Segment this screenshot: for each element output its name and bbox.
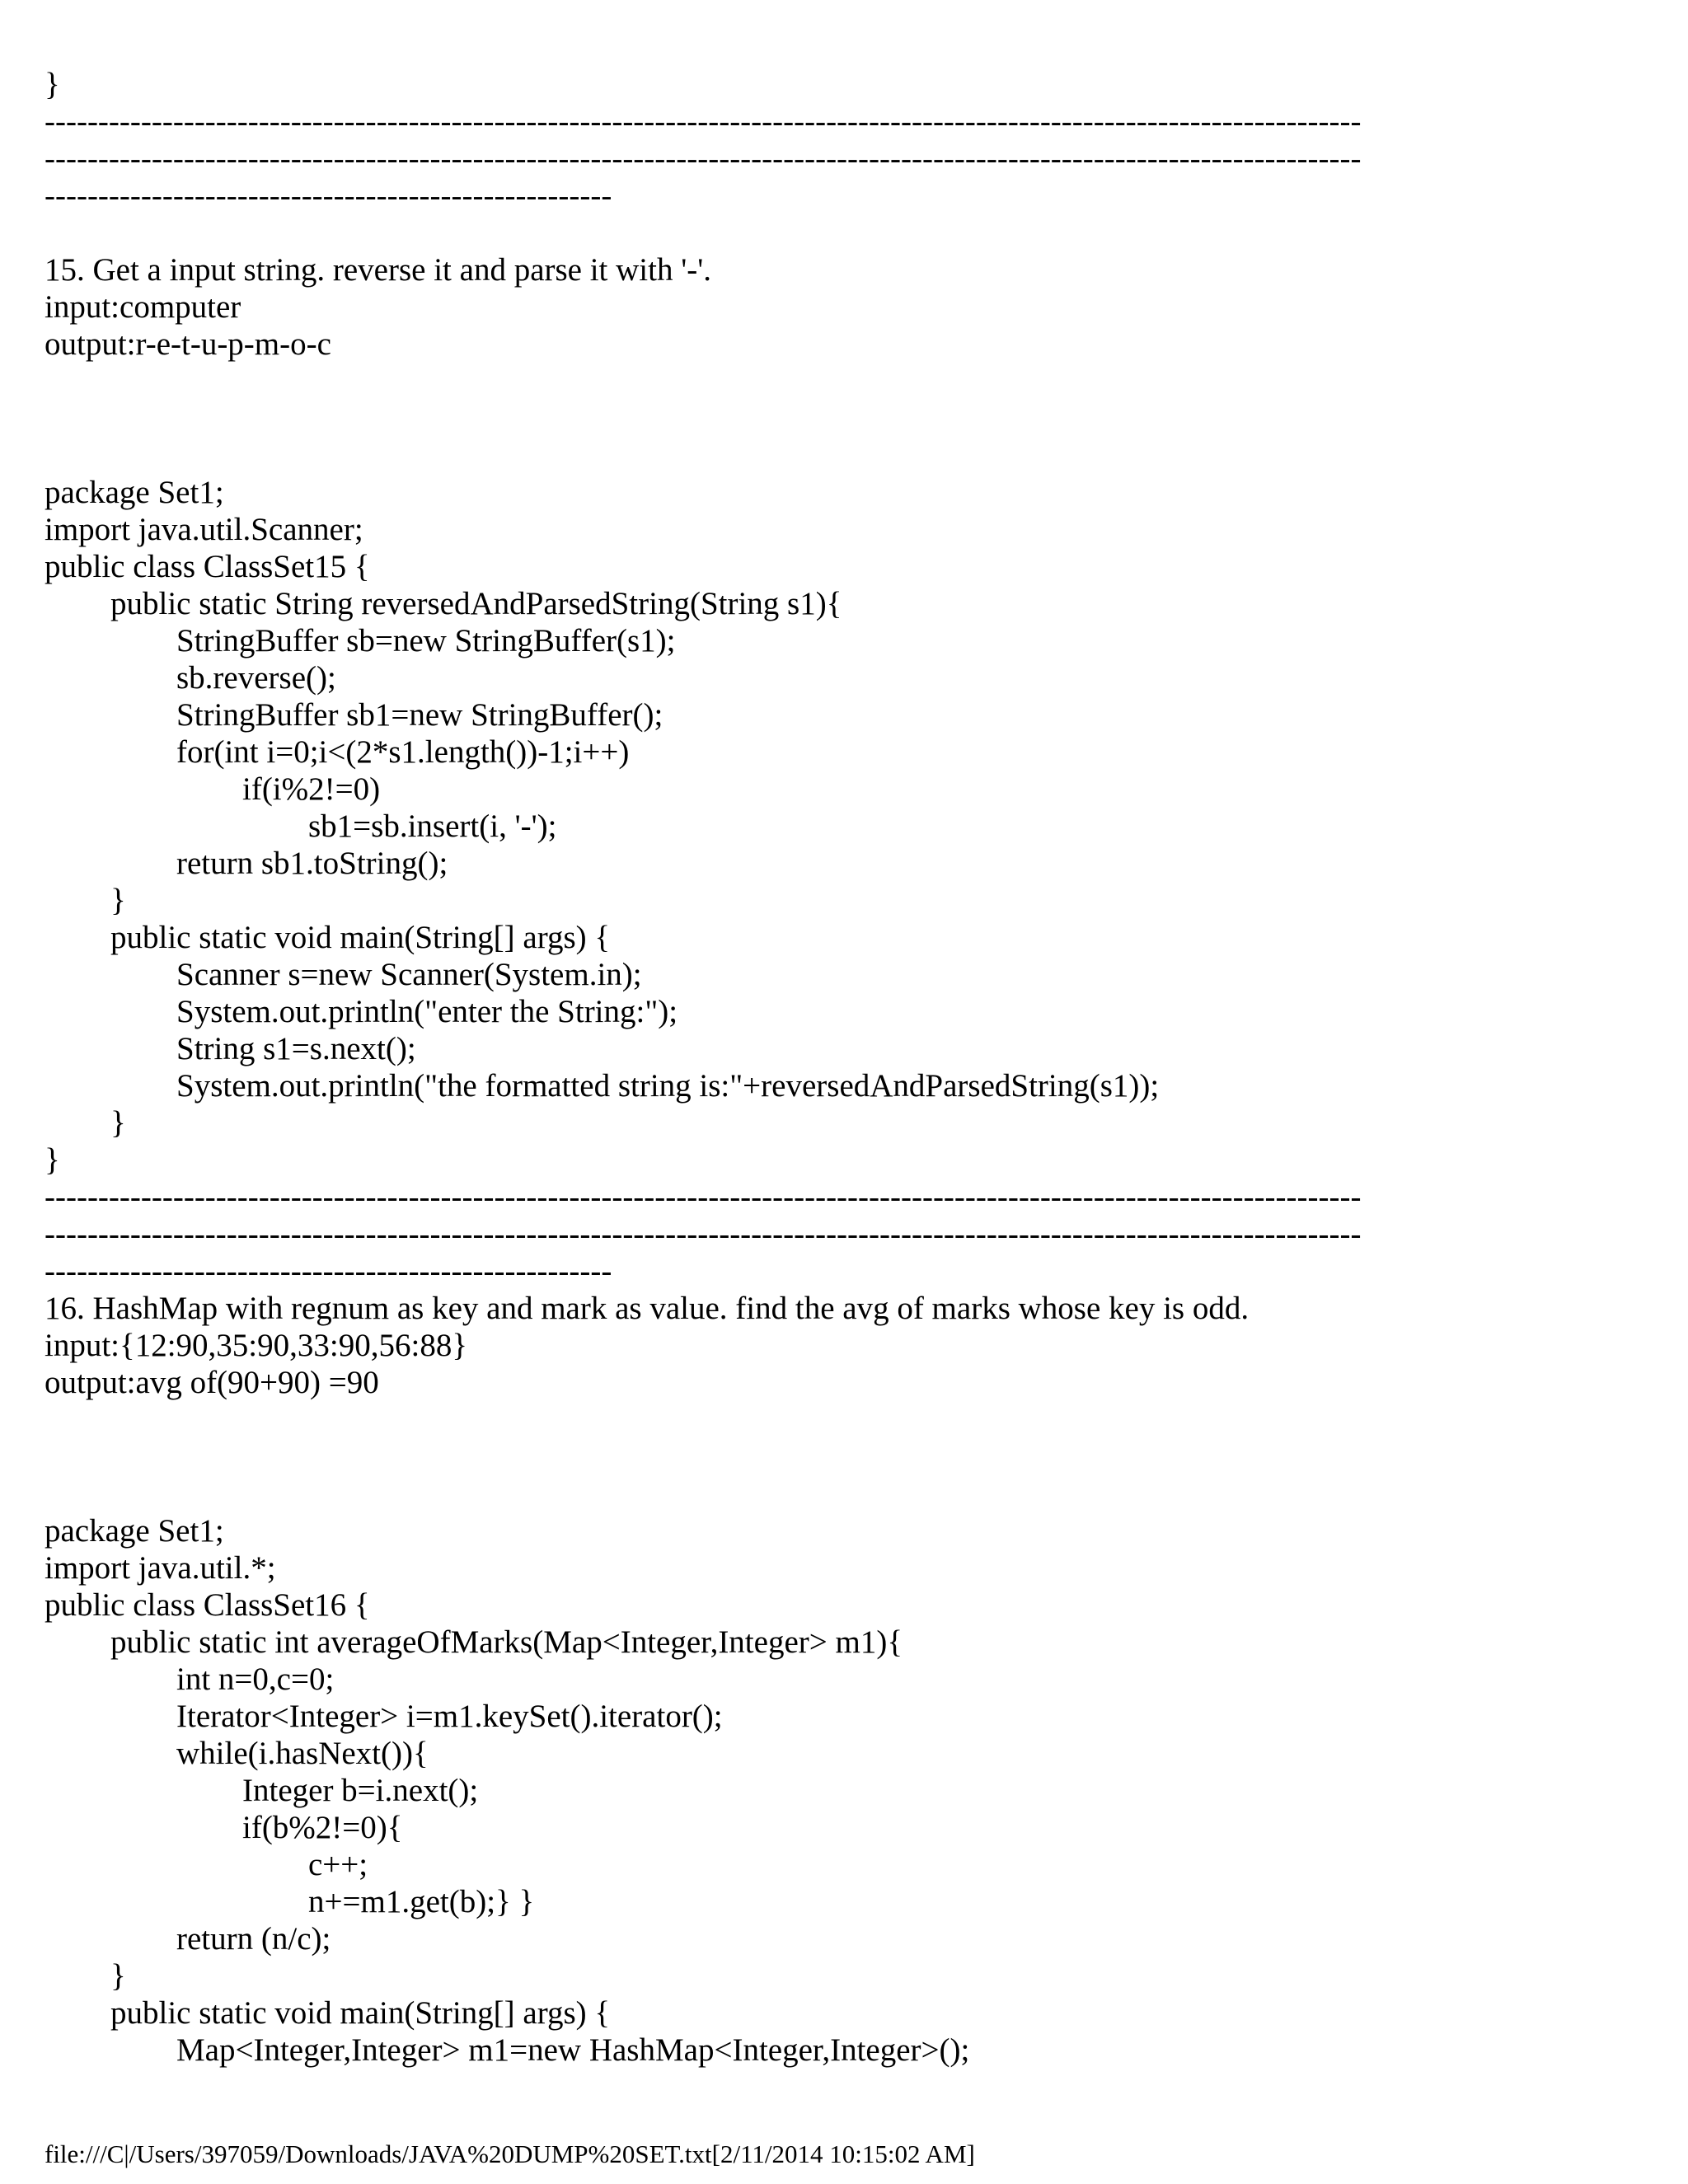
code-line: while(i.hasNext()){ [176,1736,429,1771]
code-line: public static void main(String[] args) { [110,1995,611,2031]
code-line: StringBuffer sb1=new StringBuffer(); [176,697,663,733]
code-line: public static String reversedAndParsedString(String s1){ [110,586,842,621]
problem-text-line: 16. HashMap with regnum as key and mark as value. find the avg of marks whose key is odd. [45,1291,1250,1326]
code-line: } [110,883,126,918]
problem-text-line: output:r-e-t-u-p-m-o-c [45,326,331,362]
code-line: import java.util.Scanner; [45,512,363,547]
code-line: if(b%2!=0){ [242,1810,403,1845]
separator-line: ----------------------------------------------------- [45,178,612,213]
code-line: if(i%2!=0) [242,771,381,807]
code-line: return (n/c); [176,1921,331,1957]
problem-text-line: 15. Get a input string. reverse it and parse it with '-'. [45,252,712,288]
blank-line [45,437,1643,474]
code-line: Integer b=i.next(); [242,1773,479,1808]
code-line: String s1=s.next(); [176,1031,416,1066]
code-line: import java.util.*; [45,1550,276,1586]
code-line: sb.reverse(); [176,660,336,696]
blank-line [45,1475,1643,1512]
problem-text-line: input:{12:90,35:90,33:90,56:88} [45,1328,468,1363]
blank-line [45,214,1643,251]
code-line: public class ClassSet15 { [45,549,370,584]
problem-text-line: output:avg of(90+90) =90 [45,1365,379,1400]
code-line: } [110,1105,126,1141]
code-line: public class ClassSet16 { [45,1587,370,1623]
code-line: package Set1; [45,475,224,510]
code-line: sb1=sb.insert(i, '-'); [308,808,557,844]
code-line: Iterator<Integer> i=m1.keySet().iterator(); [176,1699,723,1734]
code-line: System.out.println("the formatted string is:"+reversedAndParsedString(s1)); [176,1068,1160,1104]
blank-line [45,363,1643,400]
page-footer-url: file:///C|/Users/397059/Downloads/JAVA%20DUMP%20SET.txt[2/11/2014 10:15:02 AM] [45,2139,975,2168]
code-line: Scanner s=new Scanner(System.in); [176,957,642,992]
separator-line: --------------------------------------------------------------------------------------------------------------------------- [45,141,1362,176]
code-line: Map<Integer,Integer> m1=new HashMap<Integer,Integer>(); [176,2032,970,2068]
code-line: } [45,1142,60,1178]
code-line: } [110,1958,126,1994]
blank-line [45,1401,1643,1438]
separator-line: ----------------------------------------------------- [45,1254,612,1289]
code-line: for(int i=0;i<(2*s1.length())-1;i++) [176,734,630,770]
problem-text-line: input:computer [45,289,241,325]
separator-line: --------------------------------------------------------------------------------------------------------------------------- [45,1216,1362,1252]
code-line: n+=m1.get(b);} } [308,1884,535,1919]
separator-line: --------------------------------------------------------------------------------------------------------------------------- [45,104,1362,139]
code-line: package Set1; [45,1513,224,1549]
code-line: System.out.println("enter the String:"); [176,994,678,1029]
code-line: public static int averageOfMarks(Map<Integer,Integer> m1){ [110,1624,903,1660]
separator-line: --------------------------------------------------------------------------------------------------------------------------- [45,1179,1362,1215]
code-line: public static void main(String[] args) { [110,920,611,955]
code-line: c++; [308,1847,368,1882]
code-line: StringBuffer sb=new StringBuffer(s1); [176,623,676,658]
blank-line [45,400,1643,437]
code-line: } [45,67,60,102]
blank-line [45,1438,1643,1475]
code-line: return sb1.toString(); [176,846,448,881]
document-page [45,66,1643,2069]
code-line: int n=0,c=0; [176,1661,335,1697]
